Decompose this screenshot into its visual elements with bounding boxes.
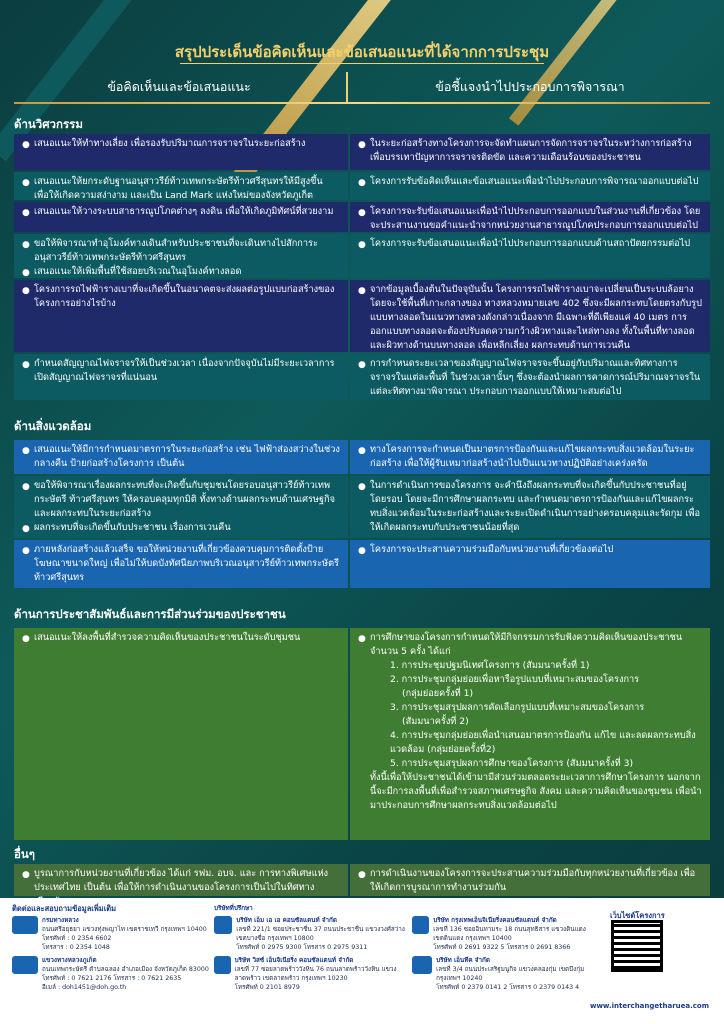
doh-logo-icon: [12, 916, 38, 934]
response-cell: ● โครงการรับข้อคิดเห็นและข้อเสนอแนะเพื่อนำไปประกอบการพิจารณาออกแบบต่อไป: [350, 172, 710, 200]
ntech-logo-icon: [412, 956, 432, 974]
qr-code-icon[interactable]: [611, 920, 663, 972]
comment-cell: ● เสนอแนะให้ยกระดับฐานอนุสาวรีย์ท้าวเทพกระษัตรีท้าวศรีสุนทรให้มีสูงขึ้น เพื่อให้เกิดความสง่างาม และเป็น Land Mark แห่งใหม่ของจังหวัดภูเก็ต: [14, 172, 348, 200]
comment-cell: ● เสนอแนะให้ทำทางเลี่ยง เพื่อรองรับปริมาณการจราจรในระยะก่อสร้าง: [14, 134, 348, 170]
table-row: [14, 864, 710, 896]
section-title-environment: ด้านสิ่งแวดล้อม: [14, 419, 92, 433]
comment-cell: ● ขอให้พิจารณาทำอุโมงค์ทางเดินสำหรับประชาชนที่จะเดินทางไปสักการะอนุสาวรีย์ท้าวเทพกระษัตรีท้าวศรีสุนทร ● เสนอแนะให้เพิ่มพื้นที่ใช้สอยบริเวณในอุโมงค์ทางลอด: [14, 234, 348, 278]
wec-logo-icon: [214, 956, 231, 974]
comment-cell: ● ขอให้พิจารณาเรื่องผลกระทบที่จะเกิดขึ้นกับชุมชนโดยรอบอนุสาวรีย์ท้าวเทพกระษัตรี ท้าวศรีสุนทร ให้ครอบคลุมทุกมิติ ทั้งทางด้านผลกระทบด้านเศรษฐกิจ และผลกระทบในระยะก่อสร้าง ● ผลกระทบที่จะเกิดขึ้นกับประชาชน เรื่องการเวนคืน: [14, 476, 348, 538]
phuket-office-logo-icon: [12, 956, 38, 974]
contact-column-consultants-1: บริษัทที่ปรึกษา บริษัท เอ็ม เอ เอ คอนซัลแตนท์ จำกัด เลขที่ 221/1 ซอยประชาชื่น 37 ถนนประชาชื่น แขวงวงศ์สว่าง เขตบางซื่อ กรุงเทพฯ 10800 โทรศัพท์ 0 2975 9300 โทรสาร 0 2975 9311 บริษัท วิสซ์ เอ็นจิเนียริ่ง คอนซัลแตนท์ จำกัด เลขที่ 77 ซอยลาดพร้าววังหิน 76 ถนนลาดพร้าววังหิน แขวงลาดพร้าว เขตลาดพร้าว กรุงเทพฯ 10230 โทรศัพท์ 0 2101 8979: [214, 905, 405, 991]
list-item: (สัมมนาครั้งที่ 2): [402, 716, 469, 727]
comment-cell: ● กำหนดสัญญาณไฟจราจรให้เป็นช่วงเวลา เนื่องจากปัจจุบันไม่มีระยะเวลาการเปิดสัญญาณไฟจราจรที่แน่นอน: [14, 354, 348, 400]
response-cell: ● โครงการจะรับข้อเสนอแนะเพื่อนำไปประกอบการออกแบบด้านสถาปัตยกรรมต่อไป: [350, 234, 710, 278]
table-row: [14, 134, 710, 170]
list-item: 2. การประชุมกลุ่มย่อยเพื่อหารือรูปแบบที่เหมาะสมของโครงการ: [390, 674, 640, 685]
title-underline: [180, 63, 544, 64]
comment-cell: ● โครงการรถไฟฟ้ารางเบาที่จะเกิดขึ้นในอนาคตจะส่งผลต่อรูปแบบก่อสร้างของโครงการอย่างไรบ้าง: [14, 280, 348, 352]
comment-cell: ● บูรณาการกับหน่วยงานที่เกี่ยวข้อง ได้แก่ รฟม. อบจ. และ การทางพิเศษแห่งประเทศไทย เป็นต้น เพื่อให้การดำเนินงานของโครงการเป็นไปในทิศทาง: [14, 864, 348, 896]
section-title-engineering: ด้านวิศวกรรม: [14, 117, 83, 131]
response-cell: ● การดำเนินงานของโครงการจะประสานความร่วมมือกับทุกหน่วยงานที่เกี่ยวข้อง เพื่อให้เกิดการบูรณาการทำงานร่วมกัน: [350, 864, 710, 896]
comment-cell: ● เสนอแนะให้วางระบบสาธารณูปโภคต่างๆ ลงดิน เพื่อให้เกิดภูมิทัศน์ที่สวยงาม: [14, 202, 348, 232]
section-title-public-relations: ด้านการประชาสัมพันธ์และการมีส่วนร่วมของประชาชน: [14, 607, 286, 621]
maa-logo-icon: [214, 916, 232, 934]
table-row: [14, 234, 710, 278]
response-cell: ● จากข้อมูลเบื้องต้นในปัจจุบันนั้น โครงการรถไฟฟ้ารางเบาจะเปลี่ยนเป็นระบบล้อยาง โดยจะใช้พื้นที่เกาะกลางของ ทางหลวงหมายเลข 402 ซึ่งจะมีผลกระทบโดยตรงกับรูปแบบทางลอดในแนวทางหลวงดังกล่าวเนื่องจาก มีเฉพาะที่ดีเพียงแค่ 40 เมตร การออกแบบทางลอดจะต้องปรับลดความกว้างผิวทางและไหล่ทางลง ทั้งในพื้นที่ทางลอด และผิวทางด้านบนทางลอด เพื่อหลีกเลี่ยง ผลกระทบด้านการเวนคืน: [350, 280, 710, 352]
list-item: 1. การประชุมปฐมนิเทศโครงการ (สัมมนาครั้งที่ 1): [390, 660, 590, 671]
page-title: สรุปประเด็นข้อคิดเห็นและข้อเสนอแนะที่ได้จากการประชุม: [174, 43, 550, 61]
column-divider: [346, 72, 348, 102]
table-row: [14, 280, 710, 352]
table-row: [14, 628, 710, 840]
column-header-left: ข้อคิดเห็นและข้อเสนอแนะ: [107, 79, 251, 94]
response-cell: ● โครงการจะรับข้อเสนอแนะเพื่อนำไปประกอบการออกแบบในส่วนงานที่เกี่ยวข้อง โดยจะประสานงานขอคำแนะนำจากหน่วยงานสาธารณูปโภคประกอบการออกแบบต่อไป: [350, 202, 710, 232]
contact-footer: [0, 898, 724, 1024]
table-row: [14, 440, 710, 474]
comment-cell: ● ภายหลังก่อสร้างแล้วเสร็จ ขอให้หน่วยงานที่เกี่ยวข้องควบคุมการติดตั้งป้ายโฆษณาขนาดใหญ่ เพื่อไม่ให้บดบังทัศนียภาพบริเวณอนุสาวรีย์ท้าวเทพกระษัตรีท้าวศรีสุนทร: [14, 540, 348, 588]
response-cell: ● ในการดำเนินการของโครงการ จะคำนึงถึงผลกระทบที่จะเกิดขึ้นกับประชาชนที่อยู่โดยรอบ โดยจะมีการศึกษาผลกระทบ และกำหนดมาตรการป้องกันและแก้ไขผลกระทบสิ่งแวดล้อมในระยะก่อสร้างและระยะเปิดดำเนินการอย่างครอบคลุมและรัดกุม เพื่อให้เกิดผลกระทบกับประชาชนน้อยที่สุด: [350, 476, 710, 538]
table-row: [14, 476, 710, 538]
column-header-right: ข้อชี้แจงนำไปประกอบการพิจารณา: [435, 79, 625, 94]
list-item: (กลุ่มย่อยครั้งที่ 1): [402, 688, 474, 699]
comment-cell: ● เสนอแนะให้ลงพื้นที่สำรวจความคิดเห็นของประชาชนในระดับชุมชน: [14, 628, 348, 840]
contact-heading: ติดต่อและสอบถามข้อมูลเพิ่มเติม: [12, 904, 117, 913]
table-row: [14, 354, 710, 400]
contact-column-government: ติดต่อและสอบถามข้อมูลเพิ่มเติม กรมทางหลวง ถนนศรีอยุธยา แขวงทุ่งพญาไท เขตราชเทวี กรุงเทพฯ 10400 โทรศัพท์ : 0 2354 6602 โทรสาร : 0 2354 1048 แขวงทางหลวงภูเก็ต ถนนเทพกระษัตรี ตำบลฉลอง อำเภอเมือง จังหวัดภูเก็ต 83000 โทรศัพท์ : 0 7621 2176 โทรสาร : 0 7621 2635 อีเมล์ : doh1451@doh.go.th: [12, 904, 212, 992]
contact-column-consultants-2: บริษัท กรุงเทพเอ็นจิเนียริ่งคอนซัลแตนท์ จำกัด เลขที่ 136 ซอยอินทามระ 18 ถนนสุทธิสาร แขวงดินแดง เขตดินแดง กรุงเทพฯ 10400 โทรศัพท์ 0 2691 9322 5 โทรสาร 0 2691 8366 บริษัท เอ็นทีค จำกัด เลขที่ 3/4 ถนนประเสริฐมนูกิจ แขวงคลองกุ่ม เขตบึงกุ่ม กรุงเทพฯ 10240 โทรศัพท์ 0 2379 0141 2 โทรสาร 0 2379 0143 4: [412, 916, 588, 992]
list-item: 4. การประชุมกลุ่มย่อยเพื่อนำเสนอมาตรการป้องกัน แก้ไข และลดผลกระทบสิ่งแวดล้อม (กลุ่มย่อยครั้งที่2): [390, 730, 696, 755]
header-underline: [14, 102, 710, 104]
bec-logo-icon: [412, 916, 429, 934]
section-title-other: อื่นๆ: [14, 847, 35, 861]
response-cell: ● การศึกษาของโครงการกำหนดให้มีกิจกรรมการรับฟังความคิดเห็นของประชาชนจำนวน 5 ครั้ง ได้แก่ 1. การประชุมปฐมนิเทศโครงการ (สัมมนาครั้งที่ 1) 2. การประชุมกลุ่มย่อยเพื่อหารือรูปแบบที่เหมาะสมของโครงการ (กลุ่มย่อยครั้งที่ 1) 3. การประชุมสรุปผลการคัดเลือกรูปแบบที่เหมาะสมของโครงการ (สัมมนาครั้งที่ 2) 4. การประชุมกลุ่มย่อยเพื่อนำเสนอมาตรการป้องกัน แก้ไข และลดผลกระทบสิ่งแวดล้อม (กลุ่มย่อยครั้งที่2) 5. การประชุมสรุปผลการศึกษาของโครงการ (สัมมนาครั้งที่ 3) ทั้งนี้เพื่อให้ประชาชนได้เข้ามามีส่วนร่วมตลอดระยะเวลาการศึกษาโครงการ นอกจากนี้จะมีการลงพื้นที่เพื่อสำรวจสภาพเศรษฐกิจ สังคม และความคิดเห็นของชุมชน เพื่อนำมาประกอบการศึกษาผลกระทบสิ่งแวดล้อมต่อไป: [350, 628, 710, 840]
list-item: 5. การประชุมสรุปผลการศึกษาของโครงการ (สัมมนาครั้งที่ 3): [390, 758, 634, 769]
response-cell: ● โครงการจะประสานความร่วมมือกับหน่วยงานที่เกี่ยวข้องต่อไป: [350, 540, 710, 588]
response-cell: ● ทางโครงการจะกำหนดเป็นมาตรการป้องกันและแก้ไขผลกระทบสิ่งแวดล้อมในระยะก่อสร้าง เพื่อให้ผู้รับเหมาก่อสร้างนำไปเป็นแนวทางปฏิบัติอย่างเคร่งครัด: [350, 440, 710, 474]
response-cell: ● การกำหนดระยะเวลาของสัญญาณไฟจราจรจะขึ้นอยู่กับปริมาณและทิศทางการจราจรในแต่ละพื้นที่ ในช่วงเวลานั้นๆ ซึ่งจะต้องนำผลการคาดการณ์ปริมาณจราจรในแต่ละทิศทางมาพิจารณา ประกอบการออกแบบให้เหมาะสมต่อไป: [350, 354, 710, 400]
website-heading: เว็บไซต์โครงการ: [610, 911, 665, 920]
response-cell: ● ในระยะก่อสร้างทางโครงการจะจัดทำแผนการจัดการจราจรในระหว่างการก่อสร้าง เพื่อบรรเทาปัญหาการจราจรติดขัด และความเดือนร้อนของประชาชน: [350, 134, 710, 170]
list-item: 3. การประชุมสรุปผลการคัดเลือกรูปแบบที่เหมาะสมของโครงการ: [390, 702, 645, 713]
comment-cell: ● เสนอแนะให้มีการกำหนดมาตรการในระยะก่อสร้าง เช่น ไฟฟ้าส่องสว่างในช่วงกลางคืน ป้ายก่อสร้างโครงการ เป็นต้น: [14, 440, 348, 474]
table-row: [14, 540, 710, 588]
table-row: [14, 202, 710, 232]
website-link[interactable]: www.interchangetharuea.com: [590, 1002, 710, 1010]
table-row: [14, 172, 710, 200]
